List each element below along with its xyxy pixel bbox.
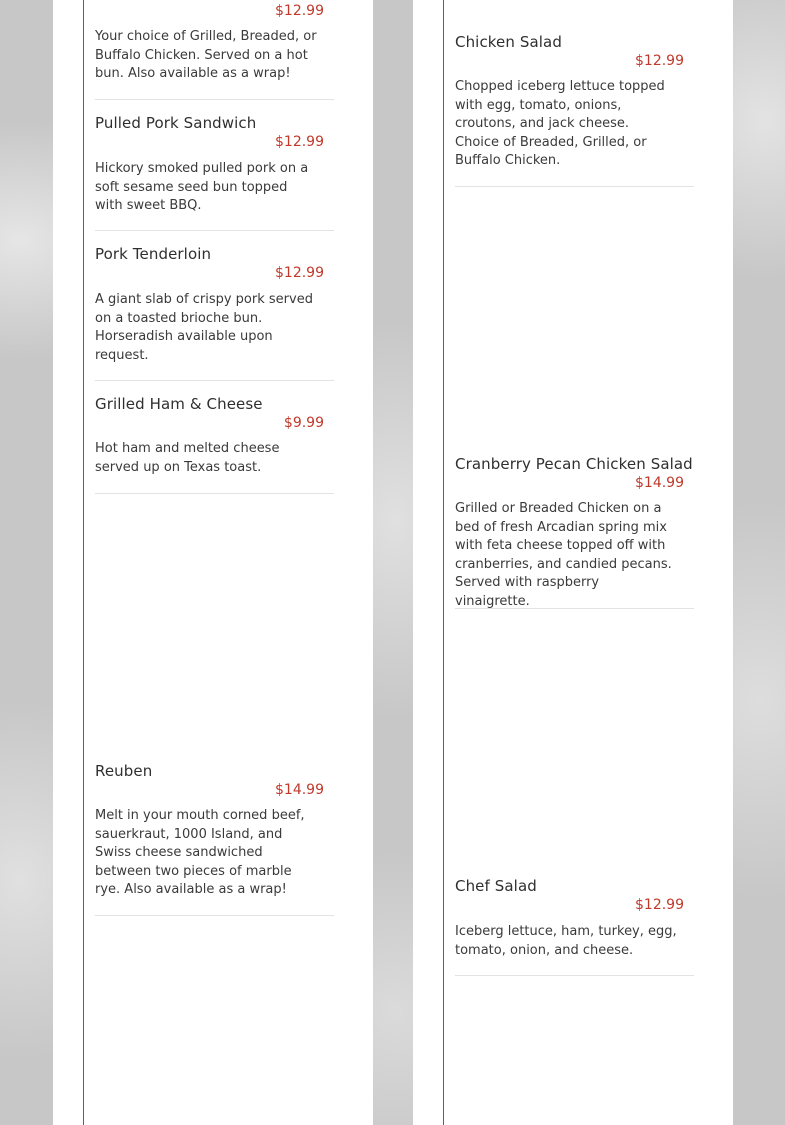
menu-item-description: Your choice of Grilled, Breaded, or Buffalo Chicken. Served on a hot bun. Also available as a wrap! (95, 29, 317, 82)
menu-item-description: A giant slab of crispy pork served on a toasted brioche bun. Horseradish available upon request. (95, 292, 313, 363)
menu-column-left (53, 0, 373, 1125)
menu-item-name: Grilled Ham & Cheese (95, 395, 263, 413)
menu-item-price: $14.99 (635, 475, 684, 491)
menu-item-description: Hickory smoked pulled pork on a soft sesame seed bun topped with sweet BBQ. (95, 161, 309, 214)
menu-item-price: $12.99 (635, 53, 684, 69)
menu-item-description: Melt in your mouth corned beef, sauerkraut, 1000 Island, and Swiss cheese sandwiched between two pieces of marble rye. Also available as a wrap! (95, 808, 305, 898)
menu-item-price: $14.99 (275, 782, 324, 798)
menu-item-price: $12.99 (275, 3, 324, 19)
menu-item-divider (455, 186, 694, 187)
menu-item-divider (95, 99, 334, 100)
menu-item-divider (455, 608, 694, 609)
menu-item-description: Hot ham and melted cheese served up on Texas toast. (95, 441, 280, 475)
menu-item-divider (95, 230, 334, 231)
menu-column-right (413, 0, 733, 1125)
menu-item-price: $12.99 (635, 897, 684, 913)
menu-item-name: Pulled Pork Sandwich (95, 114, 257, 132)
menu-item-divider (95, 380, 334, 381)
menu-item-divider (95, 493, 334, 494)
menu-item-price: $12.99 (275, 265, 324, 281)
menu-item-name: Chicken Salad (455, 33, 562, 51)
menu-item-description: Chopped iceberg lettuce topped with egg, tomato, onions, croutons, and jack cheese. Choice of Breaded, Grilled, or Buffalo Chicken. (455, 79, 665, 169)
menu-item-divider (455, 975, 694, 976)
menu-item-price: $9.99 (283, 415, 324, 431)
menu-item-name: Chef Salad (455, 877, 537, 895)
menu-item-name: Reuben (95, 762, 153, 780)
menu-item-description: Iceberg lettuce, ham, turkey, egg, tomato, onion, and cheese. (455, 924, 677, 958)
menu-column-right-inner (443, 0, 734, 1125)
menu-item-name: Pork Tenderloin (95, 245, 212, 263)
menu-item-description: Grilled or Breaded Chicken on a bed of fresh Arcadian spring mix with feta cheese topped off with cranberries, and candied pecans. Served with raspberry vinaigrette. (455, 501, 672, 609)
menu-item-price: $12.99 (275, 134, 324, 150)
menu-item-divider (95, 915, 334, 916)
menu-column-left-inner (83, 0, 374, 1125)
menu-item-name: Cranberry Pecan Chicken Salad (455, 455, 693, 473)
